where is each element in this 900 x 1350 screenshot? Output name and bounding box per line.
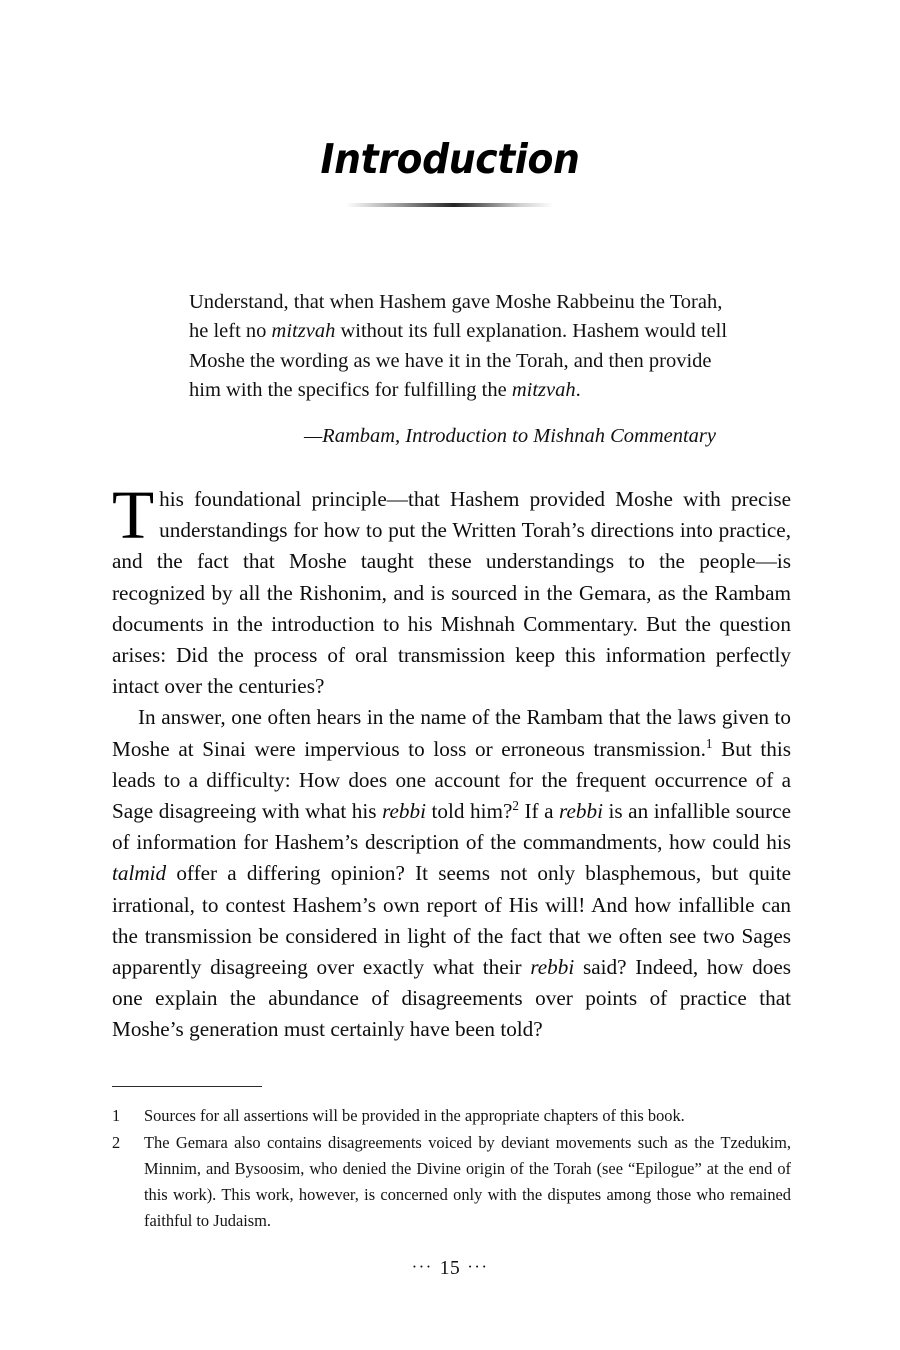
p2-seg-1: In answer, one often hears in the name of the Rambam that the laws given to Moshe at Sinai were impervious to loss or erroneous transmission. [112, 705, 791, 761]
epigraph-block [189, 288, 729, 451]
p2-seg-2: But this leads to a difficulty: How does one account for the frequent occurrence of a Sage disagreeing with what his [112, 736, 791, 824]
epigraph-seg-2: without its full explanation. Hashem would tell Moshe the wording as we have it in the Torah, and then provide him with the specifics for fulfilling the [189, 320, 728, 402]
footnote-item [112, 1130, 791, 1234]
p2-italic-rebbi-1: rebbi [382, 799, 426, 824]
footnote-number: 1 [112, 1106, 121, 1126]
epigraph-seg-1: Understand, that when Hashem gave Moshe Rabbeinu the Torah, he left no [189, 291, 723, 343]
p2-seg-7: said? Indeed, how does one explain the abundance of disagreements over points of practice that Moshe’s generation must certainly have been told? [112, 955, 791, 1042]
folio-left-dots: ··· [411, 1257, 433, 1276]
p2-seg-6: offer a differing opinion? It seems not only blasphemous, but quite irrational, to contest Hashem’s own report of His will! And how infallible can the transmission be considered in light of the fact that we often see two Sages apparently disagreeing over exactly what their [112, 861, 791, 980]
footnote-separator-rule [112, 1086, 262, 1087]
footnote-ref-1[interactable]: 1 [705, 735, 713, 751]
epigraph-quote [189, 288, 729, 406]
p2-seg-5: is an infallible source of information for Hashem’s description of the commandments, how could his [112, 799, 791, 855]
chapter-title-block [0, 135, 900, 207]
body-paragraph-1-text: his foundational principle—that Hashem provided Moshe with precise understandings for how to put the Written Torah’s directions into practice, and the fact that Moshe taught these understandings to the people—is recognized by all the Rishonim, and is sourced in the Gemara, as the Rambam documents in the introduction to his Mishnah Commentary. But the question arises: Did the process of oral transmission keep this information perfectly intact over the centuries? [112, 487, 791, 699]
folio-right-dots: ··· [467, 1257, 489, 1276]
page-folio [0, 1258, 900, 1280]
footnote-ref-2[interactable]: 2 [512, 797, 519, 813]
epigraph-italic-mitzvah-1: mitzvah [271, 320, 336, 343]
footnote-text: Sources for all assertions will be provided in the appropriate chapters of this book. [144, 1106, 685, 1126]
epigraph-italic-mitzvah-2: mitzvah [511, 379, 576, 402]
page-title: Introduction [320, 135, 580, 183]
drop-cap: T [112, 477, 155, 553]
footnote-text: The Gemara also contains disagreements voiced by deviant movements such as the Tzedukim, Minnim, and Bysoosim, who denied the Divine origin of the Torah (see “Epilogue” at the end of this work). This work, however, is concerned only with the disputes among those who remained faithful to Judaism. [144, 1133, 791, 1231]
p2-italic-rebbi-3: rebbi [530, 955, 575, 980]
epigraph-attribution: —Rambam, Introduction to Mishnah Commentary [303, 424, 716, 447]
footnote-item [112, 1103, 791, 1129]
footnote-number: 2 [112, 1133, 121, 1153]
p2-seg-3: told him? [426, 799, 513, 824]
p2-seg-4: If a [518, 799, 560, 824]
p2-italic-talmid: talmid [112, 861, 167, 886]
page-number: 15 [439, 1258, 461, 1279]
title-divider [346, 203, 554, 207]
footnotes-section [112, 1086, 791, 1235]
body-paragraph-1 [112, 477, 791, 702]
body-paragraph-2 [112, 702, 791, 1045]
body-text [112, 477, 791, 1046]
p2-italic-rebbi-2: rebbi [559, 799, 603, 824]
epigraph-seg-3: . [575, 379, 581, 402]
